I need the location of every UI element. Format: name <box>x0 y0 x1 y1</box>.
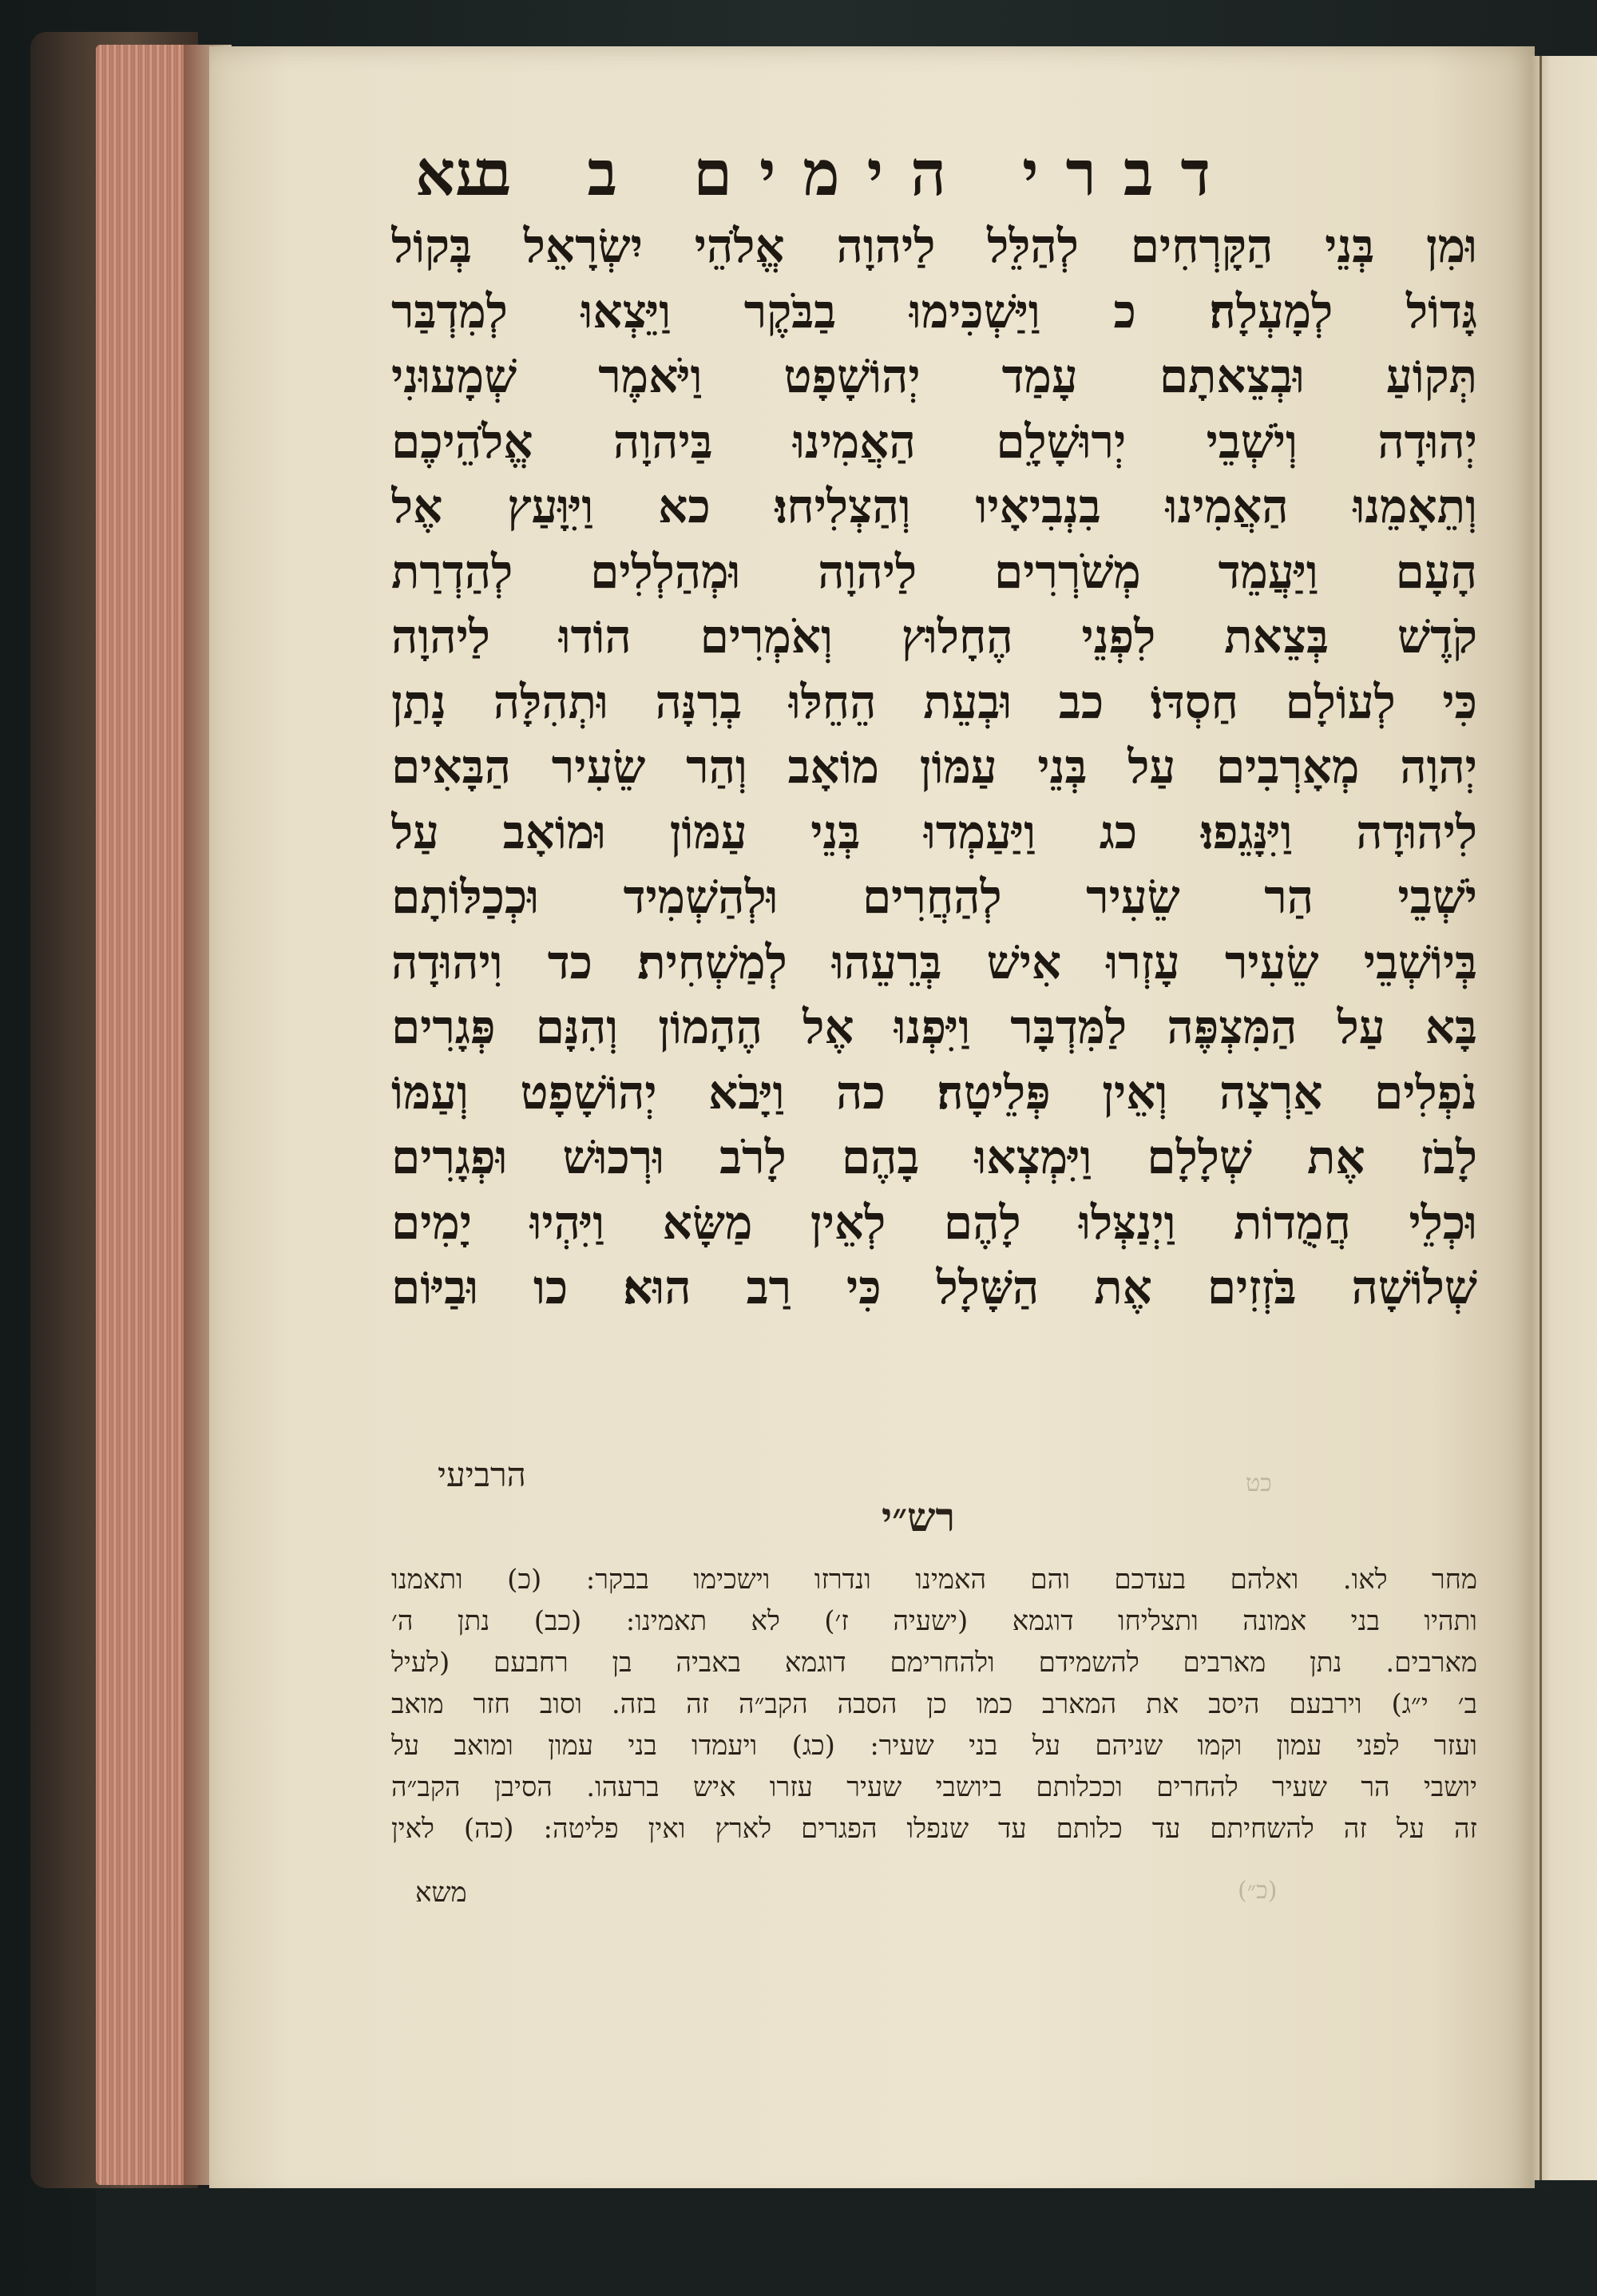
commentary-catchword: משא <box>415 1877 467 1909</box>
commentary-line: ותהיו בני אמונה ותצליחו דוגמא (ישעיה ז׳) לא תאמינו: (כב) נתן ה׳ <box>391 1605 1477 1637</box>
text-line: כִּי לְעוֹלָם חַסְדּוֹ׃ כב וּבְעֵת הֵחֵלּוּ בְרִנָּה וּתְהִלָּה נָתַן <box>391 674 1477 729</box>
text-line: גָּדוֹל לְמָעְלָה׃ כ וַיַּשְׁכִּימוּ בַבֹּקֶר וַיֵּצְאוּ לְמִדְבַּר <box>391 284 1477 339</box>
text-line: לָבֹז אֶת שְׁלָלָם וַיִּמְצְאוּ בָהֶם לָרֹב וּרְכוּשׁ וּפְגָרִים <box>391 1130 1477 1184</box>
text-line: תְּקוֹעַ וּבְצֵאתָם עָמַד יְהוֹשָׁפָט וַיֹּאמֶר שְׁמָעוּנִי <box>391 349 1477 403</box>
commentary-line: מארבים. נתן מארבים להשמידם ולהחרימם דוגמא באביה בן רחבעם (לעיל <box>391 1647 1477 1679</box>
running-head-title: דברי הימים ב ב <box>481 137 1238 210</box>
commentary-line: יושבי הר שעיר להחרים וככלותם ביושבי שעיר עזרו איש ברעהו. הסיבן הקב״ה <box>391 1771 1477 1803</box>
text-line: בְּיוֹשְׁבֵי שֵׂעִיר עָזְרוּ אִישׁ בְּרֵעֵהוּ לְמַשְׁחִית׃ כד וִיהוּדָה <box>391 934 1477 989</box>
text-line: וּכְלֵי חֲמֻדוֹת וַיְנַצְּלוּ לָהֶם לְאֵין מַשָּׂא וַיִּהְיוּ יָמִים <box>391 1195 1477 1250</box>
rashi-commentary <box>391 1559 1477 1850</box>
text-line: נֹפְלִים אַרְצָה וְאֵין פְּלֵיטָה׃ כה וַיָּבֹא יְהוֹשָׁפָט וְעַמּוֹ <box>391 1065 1477 1120</box>
commentary-line: מחר לאו. ואלהם בעדכם והם האמינו ונדרזו וישכימו בבקר: (כ) ותאמנו <box>391 1564 1477 1596</box>
gutter-line <box>1540 56 1542 2180</box>
text-line: הָעָם וַיַּעֲמֵד מְשֹׁרְרִים לַיהוָה וּמְהַלְלִים לְהַדְרַת <box>391 544 1477 599</box>
commentary-line: זה על זה להשחיתם עד כלותם עד שנפלו הפגרים לארץ ואין פליטה: (כה) לאין <box>391 1813 1477 1845</box>
biblical-text <box>391 214 1477 1321</box>
catchword: הרביעי <box>438 1455 526 1494</box>
show-through-mark: (כ״) <box>1238 1877 1278 1905</box>
bottom-shadow <box>96 2188 1597 2296</box>
text-line: קֹדֶשׁ בְּצֵאת לִפְנֵי הֶחָלוּץ וְאֹמְרִים הוֹדוּ לַיהוָה <box>391 609 1477 664</box>
text-line: יְהוּדָה וְיֹשְׁבֵי יְרוּשָׁלִָם הַאֲמִינוּ בַּיהוָה אֱלֹהֵיכֶם <box>391 414 1477 469</box>
commentary-heading: רש״י <box>881 1493 956 1541</box>
folio-number: עא <box>415 137 491 210</box>
text-line: יְהוָה מְאָרְבִים עַל בְּנֵי עַמּוֹן מוֹאָב וְהַר שֵׂעִיר הַבָּאִים <box>391 740 1477 794</box>
show-through-mark: כט <box>1246 1469 1272 1497</box>
running-head <box>415 137 1333 209</box>
text-line: שְׁלוֹשָׁה בֹּזְזִים אֶת הַשָּׁלָל כִּי רַב הוּא׃ כו וּבַיּוֹם <box>391 1260 1477 1315</box>
text-line: בָּא עַל הַמִּצְפֶּה לַמִּדְבָּר וַיִּפְנוּ אֶל הֶהָמוֹן וְהִנָּם פְּגָרִים <box>391 1000 1477 1054</box>
commentary-line: ועזר לפני עמון וקמו שניהם על בני שעיר: (כג) ויעמדו בני עמון ומואב על <box>391 1730 1477 1762</box>
text-line: לִיהוּדָה וַיִּנָּגֵפוּ׃ כג וַיַּעַמְדוּ בְּנֵי עַמּוֹן וּמוֹאָב עַל <box>391 804 1477 859</box>
commentary-line: ב׳ י״ג) וירבעם היסב את המארב כמו כן הסבה הקב״ה זה בזה. וסוב חזר מואב <box>391 1688 1477 1720</box>
text-line: יֹשְׁבֵי הַר שֵׂעִיר לְהַחֲרִים וּלְהַשְׁמִיד וּכְכַלּוֹתָם <box>391 870 1477 924</box>
text-line: וְתֵאָמֵנוּ הַאֲמִינוּ בִנְבִיאָיו וְהַצְלִיחוּ׃ כא וַיִּוָּעַץ אֶל <box>391 479 1477 533</box>
text-line: וּמִן בְּנֵי הַקָּרְחִים לְהַלֵּל לַיהוָה אֱלֹהֵי יִשְׂרָאֵל בְּקוֹל <box>391 219 1477 273</box>
